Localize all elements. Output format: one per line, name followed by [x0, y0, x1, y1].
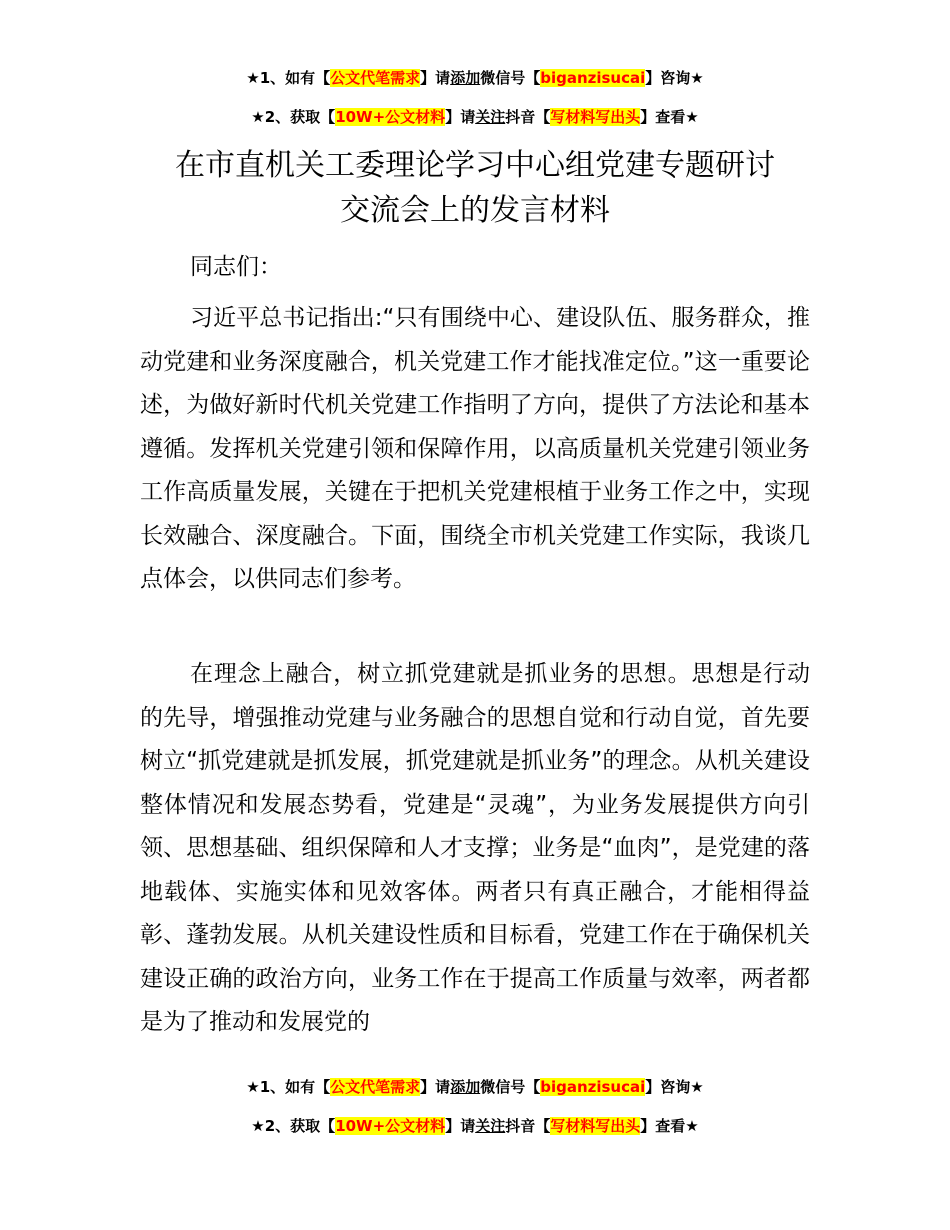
header-promo-1-mid1: 】请 [420, 69, 451, 87]
document-title-line-1: 在市直机关工委理论学习中心组党建专题研讨 [175, 148, 775, 183]
header-promo-1-wechat-id: biganzisucai [540, 69, 646, 87]
header-promo-2-highlight-materials: 10W+公文材料 [335, 108, 446, 126]
header-promo-1-prefix: ★1、如有【 [246, 69, 331, 87]
footer-promo-1-wechat-id: biganzisucai [540, 1078, 646, 1096]
header-promo-1-mid2: 微信号【 [480, 69, 541, 87]
footer-promo-1-underline: 添加 [450, 1078, 481, 1096]
header-promo-2-mid2: 抖音【 [505, 108, 551, 126]
footer-promo-2-underline: 关注 [475, 1117, 506, 1135]
footer-promo-2-mid2: 抖音【 [505, 1117, 551, 1135]
footer-promo-1-suffix: 】咨询★ [645, 1078, 704, 1096]
salutation: 同志们： [190, 254, 282, 280]
header-promo-2-douyin-id: 写材料写出头 [550, 108, 641, 126]
footer-promo-2-douyin-id: 写材料写出头 [550, 1117, 641, 1135]
footer-promo-line-1 [0, 1075, 950, 1099]
footer-promo-line-2 [0, 1114, 950, 1138]
header-promo-1-underline: 添加 [450, 69, 481, 87]
header-promo-2-underline: 关注 [475, 108, 506, 126]
footer-promo-2-mid1: 】请 [445, 1117, 476, 1135]
document-title-line-2: 交流会上的发言材料 [340, 193, 610, 228]
header-promo-2-suffix: 】查看★ [640, 108, 699, 126]
footer-promo-1-highlight-service: 公文代笔需求 [330, 1078, 421, 1096]
footer-promo-1-mid1: 】请 [420, 1078, 451, 1096]
header-promo-2-mid1: 】请 [445, 108, 476, 126]
header-promo-line-1 [0, 66, 950, 90]
footer-promo-2-highlight-materials: 10W+公文材料 [335, 1117, 446, 1135]
footer-promo-1-prefix: ★1、如有【 [246, 1078, 331, 1096]
header-promo-1-highlight-service: 公文代笔需求 [330, 69, 421, 87]
body-paragraph-1: 习近平总书记指出:“只有围绕中心、建设队伍、服务群众，推动党建和业务深度融合，机关党建工作才能找准定位。”这一重要论述，为做好新时代机关党建工作指明了方向，提供了方法论和基本遵循。发挥机关党建引领和保障作用，以高质量机关党建引领业务工作高质量发展，关键在于把机关党建根植于业务工作之中，实现长效融合、深度融合。下面，围绕全市机关党建工作实际，我谈几点体会，以供同志们参考。 [140, 305, 810, 592]
body-paragraph-2: 在理念上融合，树立抓党建就是抓业务的思想。思想是行动的先导，增强推动党建与业务融合的思想自觉和行动自觉，首先要树立“抓党建就是抓发展，抓党建就是抓业务”的理念。从机关建设整体情况和发展态势看，党建是“灵魂”，为业务发展提供方向引领、思想基础、组织保障和人才支撑；业务是“血肉”，是党建的落地载体、实施实体和见效客体。两者只有真正融合，才能相得益彰、蓬勃发展。从机关建设性质和目标看，党建工作在于确保机关建设正确的政治方向，业务工作在于提高工作质量与效率，两者都是为了推动和发展党的 [140, 661, 810, 1035]
header-promo-line-2 [0, 105, 950, 129]
header-promo-2-prefix: ★2、获取【 [251, 108, 336, 126]
header-promo-1-suffix: 】咨询★ [645, 69, 704, 87]
footer-promo-2-suffix: 】查看★ [640, 1117, 699, 1135]
footer-promo-1-mid2: 微信号【 [480, 1078, 541, 1096]
footer-promo-2-prefix: ★2、获取【 [251, 1117, 336, 1135]
